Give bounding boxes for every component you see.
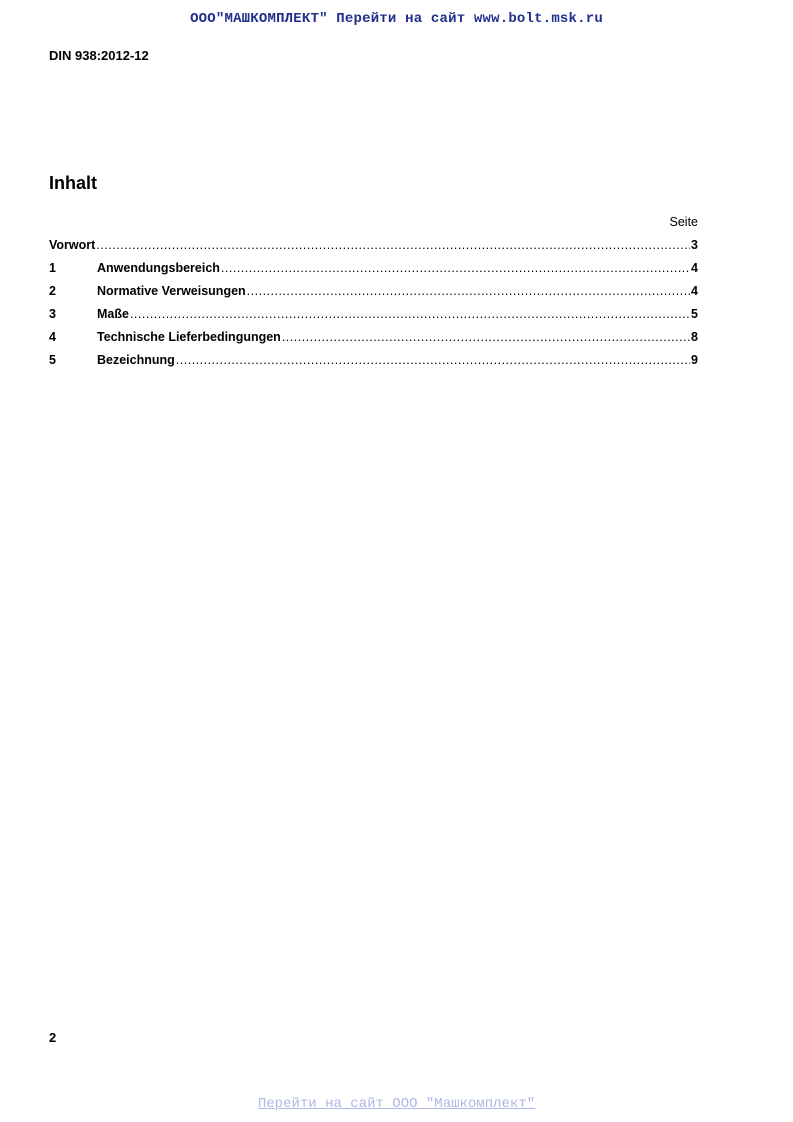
- toc-entry-label: Anwendungsbereich: [97, 261, 220, 275]
- toc-leader-dots: [247, 284, 690, 298]
- toc-leader-dots: [130, 307, 690, 321]
- toc-entry-page: 9: [691, 353, 698, 367]
- toc-page-column-label: Seite: [669, 215, 698, 229]
- table-of-contents: [49, 238, 698, 376]
- toc-entry-page: 8: [691, 330, 698, 344]
- toc-entry-number: 2: [49, 284, 56, 298]
- toc-entry-normative-verweisungen[interactable]: [49, 284, 698, 307]
- toc-entry-number: 4: [49, 330, 56, 344]
- toc-entry-label: Normative Verweisungen: [97, 284, 246, 298]
- toc-entry-label: Maße: [97, 307, 129, 321]
- document-id: DIN 938:2012-12: [49, 48, 149, 63]
- toc-leader-dots: [176, 353, 690, 367]
- toc-leader-dots: [96, 238, 690, 252]
- toc-entry-page: 5: [691, 307, 698, 321]
- toc-title: Inhalt: [49, 173, 97, 193]
- toc-entry-label: Bezeichnung: [97, 353, 175, 367]
- toc-entry-label: Vorwort: [49, 238, 96, 252]
- toc-entry-page: 4: [691, 284, 698, 298]
- toc-leader-dots: [221, 261, 690, 275]
- toc-entry-bezeichnung[interactable]: [49, 353, 698, 376]
- toc-entry-technische-lieferbedingungen[interactable]: [49, 330, 698, 353]
- page-number: 2: [49, 1030, 57, 1045]
- toc-entry-anwendungsbereich[interactable]: [49, 261, 698, 284]
- toc-entry-page: 4: [691, 261, 698, 275]
- toc-leader-dots: [282, 330, 690, 344]
- toc-entry-page: 3: [691, 238, 698, 252]
- toc-entry-vorwort[interactable]: [49, 238, 698, 261]
- toc-entry-number: 5: [49, 353, 56, 367]
- toc-entry-number: 3: [49, 307, 56, 321]
- toc-entry-number: 1: [49, 261, 56, 275]
- site-header-link[interactable]: ООО"МАШКОМПЛЕКТ" Перейти на сайт www.bolt.msk.ru: [190, 11, 603, 27]
- toc-entry-label: Technische Lieferbedingungen: [97, 330, 281, 344]
- site-footer-link[interactable]: Перейти на сайт ООО "Машкомплект": [257, 1096, 536, 1112]
- toc-entry-masse[interactable]: [49, 307, 698, 330]
